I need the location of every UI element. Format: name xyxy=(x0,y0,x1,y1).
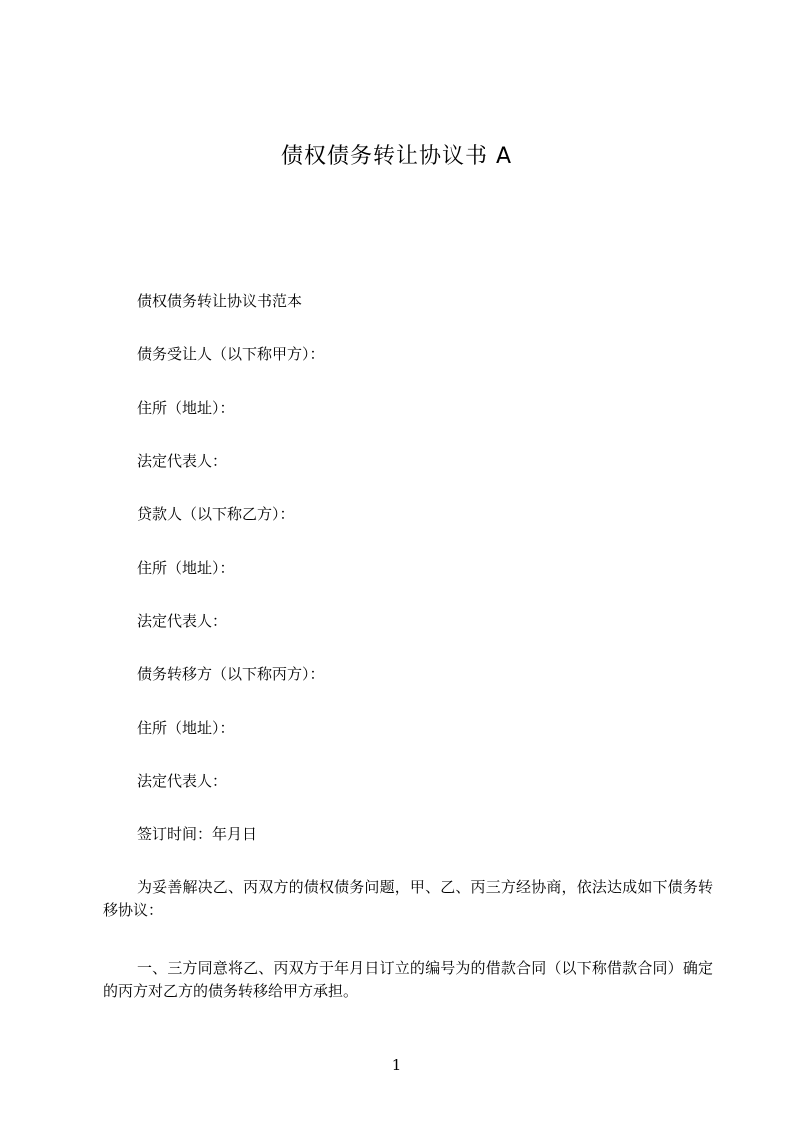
party-c-label: 债务转移方（以下称丙方）： xyxy=(137,665,325,683)
party-a-label: 债务受让人（以下称甲方）： xyxy=(137,345,325,363)
party-c-address-label: 住所（地址）： xyxy=(137,719,235,737)
party-b-representative-label: 法定代表人： xyxy=(137,612,228,630)
page-number: 1 xyxy=(391,1056,402,1074)
party-b-label: 贷款人（以下称乙方）： xyxy=(137,505,295,523)
party-a-representative-label: 法定代表人： xyxy=(137,452,228,470)
party-b-address-label: 住所（地址）： xyxy=(137,559,235,577)
signing-date-label: 签订时间：年月日 xyxy=(137,825,258,843)
party-a-address-label: 住所（地址）： xyxy=(137,399,235,417)
clause-one-paragraph: 一、三方同意将乙、丙双方于年月日订立的编号为的借款合同（以下称借款合同）确定的丙方对乙方的债务转移给甲方承担。 xyxy=(103,959,713,1000)
document-title: 债权债务转让协议书 A xyxy=(280,144,513,169)
preamble-paragraph: 为妥善解决乙、丙双方的债权债务问题，甲、乙、丙三方经协商，依法达成如下债务转移协议： xyxy=(103,878,713,919)
template-heading: 债权债务转让协议书范本 xyxy=(137,292,303,310)
party-c-representative-label: 法定代表人： xyxy=(137,772,228,790)
